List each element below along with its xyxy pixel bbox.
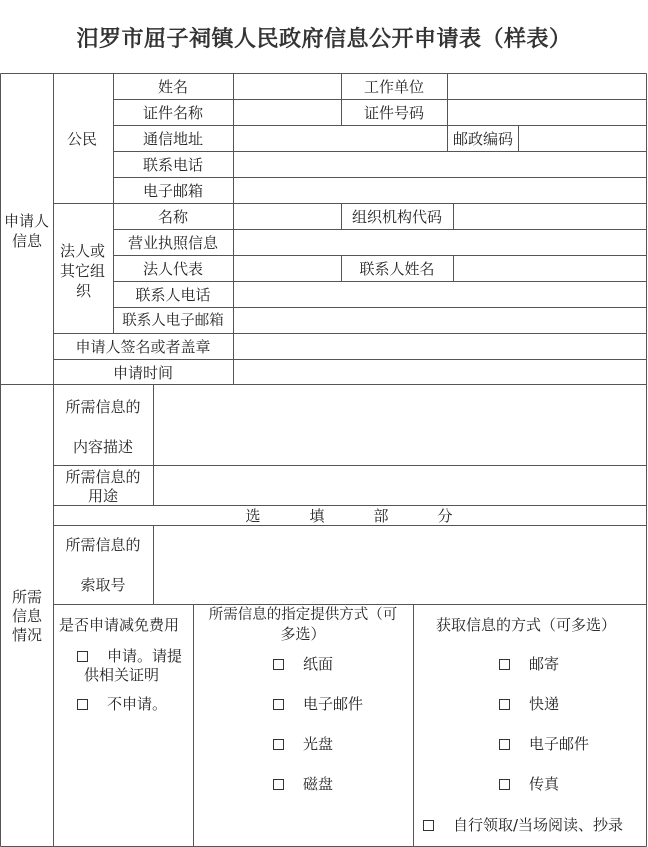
applicant-section-label: 申请人 bbox=[4, 212, 50, 230]
obtain-fax-checkbox[interactable] bbox=[499, 779, 510, 790]
label-index-number-2: 索取号 bbox=[80, 576, 126, 594]
applicant-section-label-2: 信息 bbox=[12, 232, 43, 250]
obtain-email-label: 电子邮件 bbox=[529, 735, 590, 753]
provide-cd-label: 光盘 bbox=[303, 735, 334, 753]
field-email[interactable] bbox=[234, 178, 646, 203]
obtain-express-checkbox[interactable] bbox=[499, 699, 510, 710]
field-org-code[interactable] bbox=[454, 204, 646, 229]
obtain-mail-checkbox[interactable] bbox=[499, 659, 510, 670]
provide-paper-checkbox[interactable] bbox=[273, 659, 284, 670]
label-apply-time: 申请时间 bbox=[112, 364, 174, 382]
fee-waiver-apply-checkbox[interactable] bbox=[77, 651, 88, 662]
provide-cd-checkbox[interactable] bbox=[273, 739, 284, 750]
label-org-name: 名称 bbox=[157, 208, 189, 226]
legal-person-group-label: 法人或 bbox=[60, 242, 106, 260]
optional-section-char-3: 部 bbox=[373, 507, 389, 525]
label-email: 电子邮箱 bbox=[142, 182, 204, 200]
label-content-desc: 所需信息的 bbox=[65, 398, 141, 416]
field-signature[interactable] bbox=[234, 334, 646, 359]
fee-waiver-apply-label-2: 供相关证明 bbox=[84, 666, 160, 684]
label-address: 通信地址 bbox=[142, 130, 204, 148]
label-contact-phone: 联系人电话 bbox=[135, 286, 211, 304]
field-content-desc[interactable] bbox=[154, 385, 646, 465]
optional-section-char-4: 分 bbox=[437, 507, 453, 525]
info-section-label-2: 信息 bbox=[12, 607, 43, 625]
obtain-self-pickup-label: 自行领取/当场阅读、抄录 bbox=[453, 816, 624, 834]
label-signature: 申请人签名或者盖章 bbox=[75, 338, 211, 356]
label-contact-name: 联系人姓名 bbox=[359, 260, 435, 278]
info-section-label: 所需 bbox=[12, 588, 43, 606]
provide-method-heading: 所需信息的指定提供方式（可 bbox=[208, 607, 398, 623]
field-work-unit[interactable] bbox=[448, 74, 646, 99]
field-id-type[interactable] bbox=[234, 100, 341, 125]
label-id-type: 证件名称 bbox=[142, 104, 204, 122]
optional-section-char-1: 选 bbox=[245, 507, 261, 525]
field-contact-name[interactable] bbox=[454, 256, 646, 281]
label-name: 姓名 bbox=[157, 78, 189, 96]
legal-person-group-label-3: 织 bbox=[76, 282, 92, 300]
field-representative[interactable] bbox=[234, 256, 341, 281]
label-business-license: 营业执照信息 bbox=[127, 234, 219, 252]
optional-section-char-2: 填 bbox=[309, 507, 325, 525]
field-contact-email[interactable] bbox=[234, 308, 646, 333]
provide-email-label: 电子邮件 bbox=[303, 695, 364, 713]
field-name[interactable] bbox=[234, 74, 341, 99]
label-representative: 法人代表 bbox=[142, 260, 204, 278]
label-index-number: 所需信息的 bbox=[65, 536, 141, 554]
obtain-self-pickup-checkbox[interactable] bbox=[423, 820, 434, 831]
provide-paper-label: 纸面 bbox=[303, 655, 334, 673]
provide-disk-label: 磁盘 bbox=[303, 775, 334, 793]
field-id-number[interactable] bbox=[448, 100, 646, 125]
provide-disk-checkbox[interactable] bbox=[273, 779, 284, 790]
field-phone[interactable] bbox=[234, 152, 646, 177]
provide-email-checkbox[interactable] bbox=[273, 699, 284, 710]
legal-person-group-label-2: 其它组 bbox=[60, 262, 106, 280]
fee-waiver-no-label: 不申请。 bbox=[107, 695, 168, 713]
info-section-label-3: 情况 bbox=[12, 626, 43, 644]
field-apply-time[interactable] bbox=[234, 360, 646, 384]
obtain-mail-label: 邮寄 bbox=[529, 655, 560, 673]
field-index-number[interactable] bbox=[154, 526, 646, 604]
label-purpose: 所需信息的 bbox=[65, 468, 141, 486]
label-phone: 联系电话 bbox=[142, 156, 204, 174]
field-business-license[interactable] bbox=[234, 230, 646, 255]
label-content-desc-2: 内容描述 bbox=[72, 438, 134, 456]
fee-waiver-no-checkbox[interactable] bbox=[77, 699, 88, 710]
field-org-name[interactable] bbox=[234, 204, 341, 229]
obtain-email-checkbox[interactable] bbox=[499, 739, 510, 750]
fee-waiver-heading: 是否申请减免费用 bbox=[59, 616, 180, 634]
label-postcode: 邮政编码 bbox=[452, 130, 514, 148]
field-contact-phone[interactable] bbox=[234, 282, 646, 307]
fee-waiver-apply-label: 申请。请提 bbox=[107, 647, 183, 665]
provide-method-heading-2: 多选） bbox=[280, 625, 326, 643]
form-title: 汨罗市屈子祠镇人民政府信息公开申请表（样表） bbox=[76, 26, 572, 52]
obtain-fax-label: 传真 bbox=[529, 775, 560, 793]
citizen-group-label: 公民 bbox=[67, 130, 98, 148]
label-purpose-2: 用途 bbox=[87, 487, 119, 505]
label-id-number: 证件号码 bbox=[363, 104, 425, 122]
field-purpose[interactable] bbox=[154, 466, 646, 505]
obtain-express-label: 快递 bbox=[529, 695, 560, 713]
label-org-code: 组织机构代码 bbox=[351, 208, 443, 226]
label-contact-email: 联系人电子邮箱 bbox=[122, 313, 224, 329]
field-postcode[interactable] bbox=[519, 126, 646, 151]
obtain-method-heading: 获取信息的方式（可多选） bbox=[435, 616, 617, 634]
label-work-unit: 工作单位 bbox=[363, 78, 425, 96]
field-address[interactable] bbox=[234, 126, 447, 151]
